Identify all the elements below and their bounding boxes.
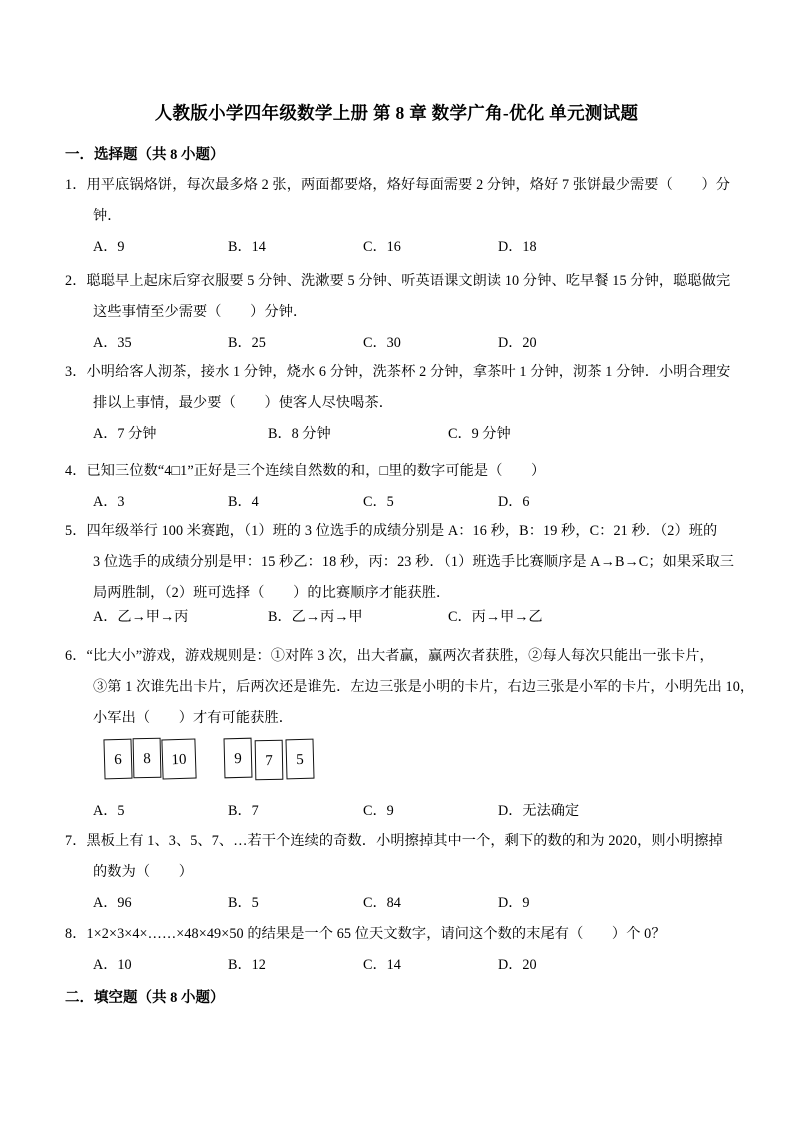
card-left-3: 10: [161, 738, 196, 779]
option-3-B[interactable]: B．8 分钟: [268, 426, 331, 442]
option-3-A[interactable]: A．7 分钟: [93, 426, 157, 442]
option-5-C[interactable]: C．丙→甲→乙: [448, 609, 543, 625]
playing-cards-figure: [104, 735, 404, 793]
option-8-B[interactable]: B．12: [228, 957, 266, 973]
question-6-options: [93, 796, 783, 827]
question-2-line-2: 这些事情至少需要（ ）分钟．: [93, 304, 308, 320]
option-2-D[interactable]: D．20: [498, 335, 537, 351]
option-1-B[interactable]: B．14: [228, 239, 266, 255]
question-5-line-2: 3 位选手的成绩分别是甲：15 秒乙：18 秒，丙：23 秒．（1）班选手比赛顺序是 A→B→C；如果采取三: [93, 554, 735, 570]
question-1-options: [93, 232, 783, 263]
option-7-C[interactable]: C．84: [363, 895, 401, 911]
option-7-B[interactable]: B．5: [228, 895, 259, 911]
question-2-line-1: 2．聪聪早上起床后穿衣服要 5 分钟、洗漱要 5 分钟、听英语课文朗读 10 分钟、吃早餐 15 分钟，聪聪做完: [65, 273, 731, 289]
question-6-line-2: ③第 1 次谁先出卡片，后两次还是谁先．左边三张是小明的卡片，右边三张是小军的卡片，小明先出 10，: [93, 679, 755, 695]
option-6-D[interactable]: D．无法确定: [498, 803, 580, 819]
question-7: [65, 826, 755, 888]
card-right-1: 9: [224, 738, 253, 779]
option-1-D[interactable]: D．18: [498, 239, 537, 255]
question-3-options: [93, 419, 783, 450]
option-4-A[interactable]: A．3: [93, 494, 125, 510]
option-2-C[interactable]: C．30: [363, 335, 401, 351]
question-3-line-1: 3．小明给客人沏茶，接水 1 分钟，烧水 6 分钟，洗茶杯 2 分钟，拿茶叶 1 分钟，沏茶 1 分钟．小明合理安: [65, 364, 731, 380]
page-title: 人教版小学四年级数学上册 第 8 章 数学广角-优化 单元测试题: [154, 103, 639, 123]
question-4: [65, 456, 755, 487]
option-4-C[interactable]: C．5: [363, 494, 394, 510]
question-7-line-1: 7．黑板上有 1、3、5、7、…若干个连续的奇数．小明擦掉其中一个，剩下的数的和为 2020，则小明擦掉: [65, 833, 723, 849]
question-2: [65, 266, 755, 328]
question-8-line-1: 8．1×2×3×4×……×48×49×50 的结果是一个 65 位天文数字，请问这个数的末尾有（ ）个 0？: [65, 926, 666, 942]
card-right-3: 5: [285, 739, 314, 780]
question-1-line-2: 钟．: [93, 208, 122, 224]
card-left-1: 6: [103, 739, 132, 780]
question-7-line-2: 的数为（ ）: [93, 864, 194, 880]
option-3-C[interactable]: C．9 分钟: [448, 426, 511, 442]
question-1-line-1: 1．用平底锅烙饼，每次最多烙 2 张，两面都要烙，烙好每面需要 2 分钟，烙好 7 张饼最少需要（ ）分: [65, 177, 731, 193]
question-6: [65, 641, 755, 734]
question-7-options: [93, 888, 783, 919]
question-2-options: [93, 328, 783, 359]
question-3-line-2: 排以上事情，最少要（ ）使客人尽快喝茶．: [93, 395, 394, 411]
option-2-B[interactable]: B．25: [228, 335, 266, 351]
section-header-fill-blank: 二．填空题（共 8 小题）: [65, 990, 225, 1006]
question-6-line-1: 6．“比大小”游戏，游戏规则是：①对阵 3 次，出大者赢，赢两次者获胜，②每人每次只能出一张卡片，: [65, 648, 714, 664]
option-6-B[interactable]: B．7: [228, 803, 259, 819]
option-7-A[interactable]: A．96: [93, 895, 132, 911]
option-6-C[interactable]: C．9: [363, 803, 394, 819]
option-8-A[interactable]: A．10: [93, 957, 132, 973]
question-8: [65, 919, 755, 950]
option-8-D[interactable]: D．20: [498, 957, 537, 973]
question-3: [65, 357, 755, 419]
question-6-line-3: 小军出（ ）才有可能获胜．: [93, 710, 294, 726]
option-7-D[interactable]: D．9: [498, 895, 530, 911]
question-5: [65, 516, 755, 609]
option-5-B[interactable]: B．乙→丙→甲: [268, 609, 363, 625]
option-8-C[interactable]: C．14: [363, 957, 401, 973]
option-6-A[interactable]: A．5: [93, 803, 125, 819]
card-left-2: 8: [133, 738, 162, 779]
option-1-C[interactable]: C．16: [363, 239, 401, 255]
question-8-options: [93, 950, 783, 981]
option-5-A[interactable]: A．乙→甲→丙: [93, 609, 189, 625]
option-2-A[interactable]: A．35: [93, 335, 132, 351]
card-right-2: 7: [255, 740, 284, 780]
question-5-line-3: 局两胜制，（2）班可选择（ ）的比赛顺序才能获胜．: [93, 585, 451, 601]
section-header-choice: 一．选择题（共 8 小题）: [65, 147, 225, 163]
question-5-options: [93, 602, 783, 633]
question-1: [65, 170, 755, 232]
question-4-line-1: 4．已知三位数“4□1”正好是三个连续自然数的和，□里的数字可能是（ ）: [65, 463, 546, 479]
question-5-line-1: 5．四年级举行 100 米赛跑，（1）班的 3 位选手的成绩分别是 A：16 秒，B：19 秒，C：21 秒．（2）班的: [65, 523, 718, 539]
option-4-B[interactable]: B．4: [228, 494, 259, 510]
option-4-D[interactable]: D．6: [498, 494, 530, 510]
option-1-A[interactable]: A．9: [93, 239, 125, 255]
question-4-options: [93, 487, 783, 518]
